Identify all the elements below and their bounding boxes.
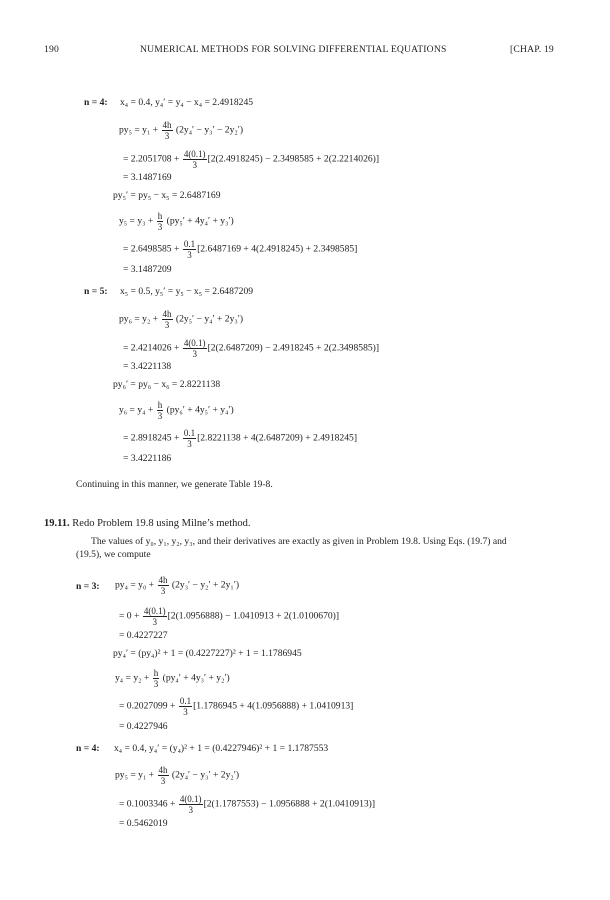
fraction: $\frac{4(0.1)}{3}$: [183, 338, 206, 359]
section-heading: [44, 518, 251, 530]
fraction: $\frac{4h}{3}$: [162, 120, 172, 141]
y6-equation: y₆ = y₄ + $\frac{h}{3}$ (py₆′ + 4y₅′ + y₄′): [119, 400, 234, 421]
fraction: $\frac{0.1}{3}$: [183, 239, 196, 260]
n4-label: n = 4:: [84, 97, 108, 108]
running-title: NUMERICAL METHODS FOR SOLVING DIFFERENTIAL EQUATIONS: [140, 44, 447, 55]
page-number: 190: [44, 44, 59, 55]
fraction: $\frac{0.1}{3}$: [179, 696, 192, 717]
y4-result: = 0.4227946: [119, 721, 168, 732]
fraction: $\frac{4(0.1)}{3}$: [179, 794, 202, 815]
fraction: $\frac{h}{3}$: [153, 668, 159, 689]
y4-equation: y₄ = y₂ + $\frac{h}{3}$ (py₄′ + 4y₃′ + y₂′): [115, 668, 230, 689]
n3-label: n = 3:: [76, 581, 100, 592]
fraction: $\frac{4h}{3}$: [158, 575, 168, 596]
py5b-substitution: = 0.1003346 + $\frac{4(0.1)}{3}$ [2(1.1787553) − 1.0956888 + 2(1.0410913)]: [119, 794, 376, 815]
fraction: $\frac{4h}{3}$: [162, 309, 172, 330]
section-title: Redo Problem 19.8 using Milne’s method.: [72, 518, 251, 529]
fraction: $\frac{0.1}{3}$: [183, 428, 196, 449]
section-number: 19.11.: [44, 518, 70, 529]
n4b-given: x₄ = 0.4, y₄′ = (y₄)² + 1 = (0.4227946)² + 1 = 1.1787553: [114, 743, 329, 754]
py5-substitution: = 2.2051708 + $\frac{4(0.1)}{3}$ [2(2.4918245) − 2.3498585 + 2(2.2214026)]: [123, 149, 380, 170]
py4-prime: py₄′ = (py₄)² + 1 = (0.4227227)² + 1 = 1.1786945: [113, 648, 302, 659]
n5-label: n = 5:: [84, 286, 108, 297]
fraction: $\frac{4(0.1)}{3}$: [183, 149, 206, 170]
py5b-result: = 0.5462019: [119, 818, 168, 829]
intro-line-2: (19.5), we compute: [76, 549, 151, 560]
fraction: $\frac{4h}{3}$: [158, 765, 168, 786]
n5-given: x₅ = 0.5, y₅′ = y₅ − x₅ = 2.6487209: [120, 286, 254, 297]
py4-substitution: = 0 + $\frac{4(0.1)}{3}$ [2(1.0956888) − 1.0410913 + 2(1.0100670)]: [119, 606, 340, 627]
y5-equation: y₅ = y₃ + $\frac{h}{3}$ (py₅′ + 4y₄′ + y₃′): [119, 211, 234, 232]
fraction: $\frac{4(0.1)}{3}$: [143, 606, 166, 627]
fraction: $\frac{h}{3}$: [157, 400, 163, 421]
py5b-equation: py₅ = y₁ + $\frac{4h}{3}$ (2y₄′ − y₃′ + 2y₂′): [115, 765, 240, 786]
intro-line-1: The values of y₀, y₁, y₂, y₃, and their derivatives are exactly as given in Problem 19.8. Using Eqs. (19.7) and: [91, 536, 507, 547]
py6-result: = 3.4221138: [123, 361, 172, 372]
n4b-label: n = 4:: [76, 743, 100, 754]
py4-equation: py₄ = y₀ + $\frac{4h}{3}$ (2y₃′ − y₂′ + 2y₁′): [115, 575, 240, 596]
py5-prime: py₅′ = py₅ − x₅ = 2.6487169: [113, 190, 221, 201]
y6-result: = 3.4221186: [123, 453, 172, 464]
y5-result: = 3.1487209: [123, 264, 172, 275]
py6-equation: py₆ = y₂ + $\frac{4h}{3}$ (2y₅′ − y₄′ + 2y₃′): [119, 309, 244, 330]
y6-substitution: = 2.8918245 + $\frac{0.1}{3}$ [2.8221138 + 4(2.6487209) + 2.4918245]: [123, 428, 358, 449]
py5-equation: py₅ = y₁ + $\frac{4h}{3}$ (2y₄′ − y₃′ − 2y₂′): [119, 120, 244, 141]
py4-result: = 0.4227227: [119, 630, 168, 641]
fraction: $\frac{h}{3}$: [157, 211, 163, 232]
y4-substitution: = 0.2027099 + $\frac{0.1}{3}$ [1.1786945 + 4(1.0956888) + 1.0410913]: [119, 696, 354, 717]
chapter-label: [CHAP. 19: [510, 44, 554, 55]
py5-result: = 3.1487169: [123, 172, 172, 183]
continuing-text: Continuing in this manner, we generate Table 19-8.: [76, 479, 273, 490]
y5-substitution: = 2.6498585 + $\frac{0.1}{3}$ [2.6487169 + 4(2.4918245) + 2.3498585]: [123, 239, 358, 260]
n4-given: x₄ = 0.4, y₄′ = y₄ − x₄ = 2.4918245: [120, 97, 254, 108]
py6-substitution: = 2.4214026 + $\frac{4(0.1)}{3}$ [2(2.6487209) − 2.4918245 + 2(2.3498585)]: [123, 338, 380, 359]
py6-prime: py₆′ = py₆ − x₆ = 2.8221138: [113, 379, 221, 390]
